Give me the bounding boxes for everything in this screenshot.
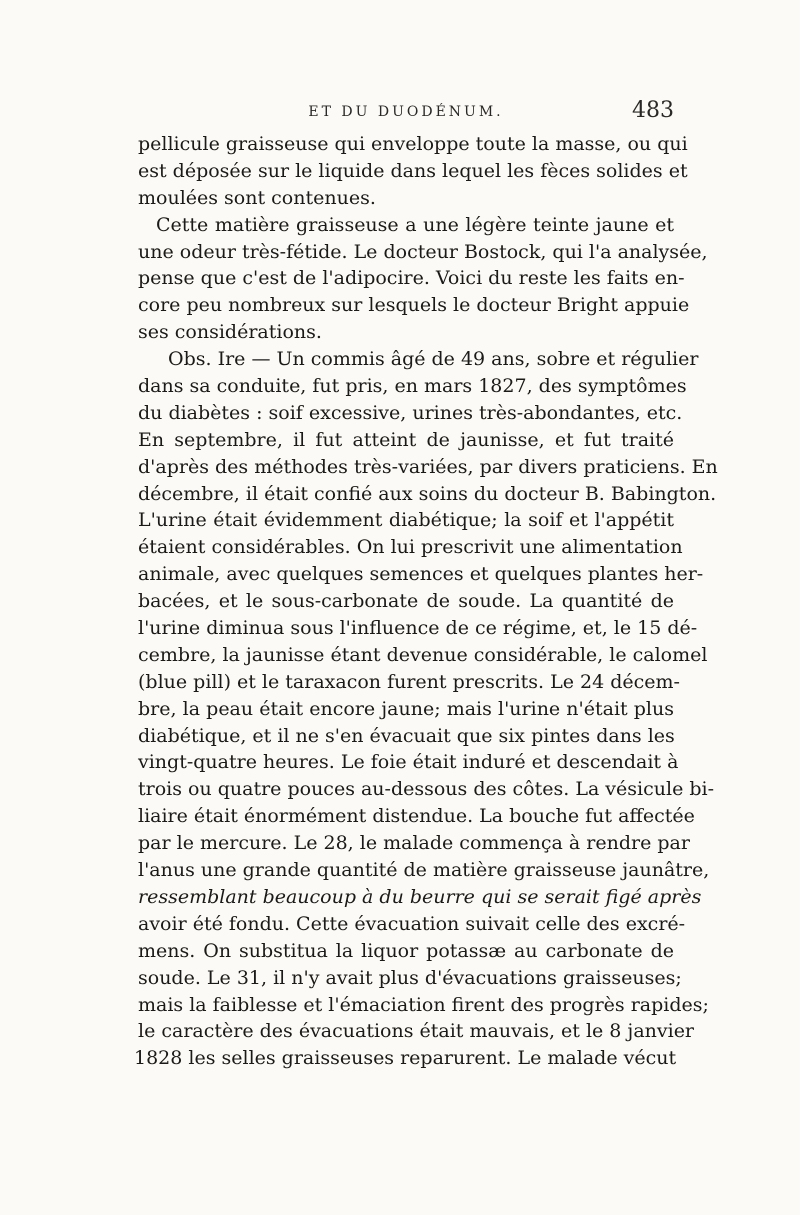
text-line: l'urine diminua sous l'influence de ce régime, et, le 15 dé-	[138, 617, 698, 640]
text-line: par le mercure. Le 28, le malade commença à rendre par	[138, 832, 690, 855]
text-line: dans sa conduite, fut pris, en mars 1827, des symptômes	[138, 375, 687, 398]
text-line: bre, la peau était encore jaune; mais l'urine n'était plus	[138, 697, 674, 720]
text-line: pense que c'est de l'adipocire. Voici du reste les faits en-	[138, 267, 685, 290]
text-line: est déposée sur le liquide dans lequel les fèces solides et	[138, 159, 688, 182]
body-text	[134, 131, 718, 1072]
page-number: 483	[632, 98, 674, 123]
text-line: décembre, il était confié aux soins du docteur B. Babington.	[138, 482, 717, 505]
text-line: avoir été fondu. Cette évacuation suivait celle des excré-	[138, 912, 686, 935]
text-line: le caractère des évacuations était mauvais, et le 8 janvier	[138, 1020, 695, 1043]
text-line: trois ou quatre pouces au-dessous des côtes. La vésicule bi-	[138, 778, 715, 801]
text-line: diabétique, et il ne s'en évacuait que six pintes dans les	[138, 724, 675, 747]
text-line: cembre, la jaunisse étant devenue considérable, le calomel	[138, 643, 708, 666]
running-title: ET DU DUODÉNUM.	[308, 104, 504, 120]
text-line: ses considérations.	[138, 321, 322, 344]
text-line: Cette matière graisseuse a une légère teinte jaune et	[156, 213, 674, 236]
text-line: d'après des méthodes très-variées, par divers praticiens. En	[138, 455, 718, 478]
text-line: liaire était énormément distendue. La bouche fut affectée	[138, 805, 695, 828]
text-line: mais la faiblesse et l'émaciation firent des progrès rapides;	[138, 993, 709, 1016]
text-line: mens. On substitua la liquor potassæ au carbonate de	[138, 939, 674, 962]
text-line: étaient considérables. On lui prescrivit une alimentation	[138, 536, 683, 559]
text-line: core peu nombreux sur lesquels le docteur Bright appuie	[138, 294, 690, 317]
text-line: animale, avec quelques semences et quelques plantes her-	[138, 563, 704, 586]
text-line: l'anus une grande quantité de matière graisseuse jaunâtre,	[138, 859, 710, 882]
text-line: du diabètes : soif excessive, urines très-abondantes, etc.	[138, 401, 683, 424]
text-line: L'urine était évidemment diabétique; la soif et l'appétit	[138, 509, 674, 532]
page-header	[138, 98, 674, 124]
text-line: moulées sont contenues.	[138, 186, 376, 209]
text-line: une odeur très-fétide. Le docteur Bostock, qui l'a analysée,	[138, 240, 708, 263]
text-line: vingt-quatre heures. Le foie était induré et descendait à	[138, 751, 679, 774]
text-line: (blue pill) et le taraxacon furent prescrits. Le 24 décem-	[138, 670, 680, 693]
text-line: Obs. Ire — Un commis âgé de 49 ans, sobre et régulier	[168, 348, 699, 371]
text-line: 1828 les selles graisseuses reparurent. Le malade vécut	[134, 1047, 677, 1070]
text-line-italic: ressemblant beaucoup à du beurre qui se serait figé après	[138, 885, 702, 908]
text-line: En septembre, il fut atteint de jaunisse, et fut traité	[138, 428, 674, 451]
text-line: bacées, et le sous-carbonate de soude. La quantité de	[138, 590, 674, 613]
text-line: pellicule graisseuse qui enveloppe toute la masse, ou qui	[138, 133, 688, 155]
text-line: soude. Le 31, il n'y avait plus d'évacuations graisseuses;	[138, 966, 682, 989]
